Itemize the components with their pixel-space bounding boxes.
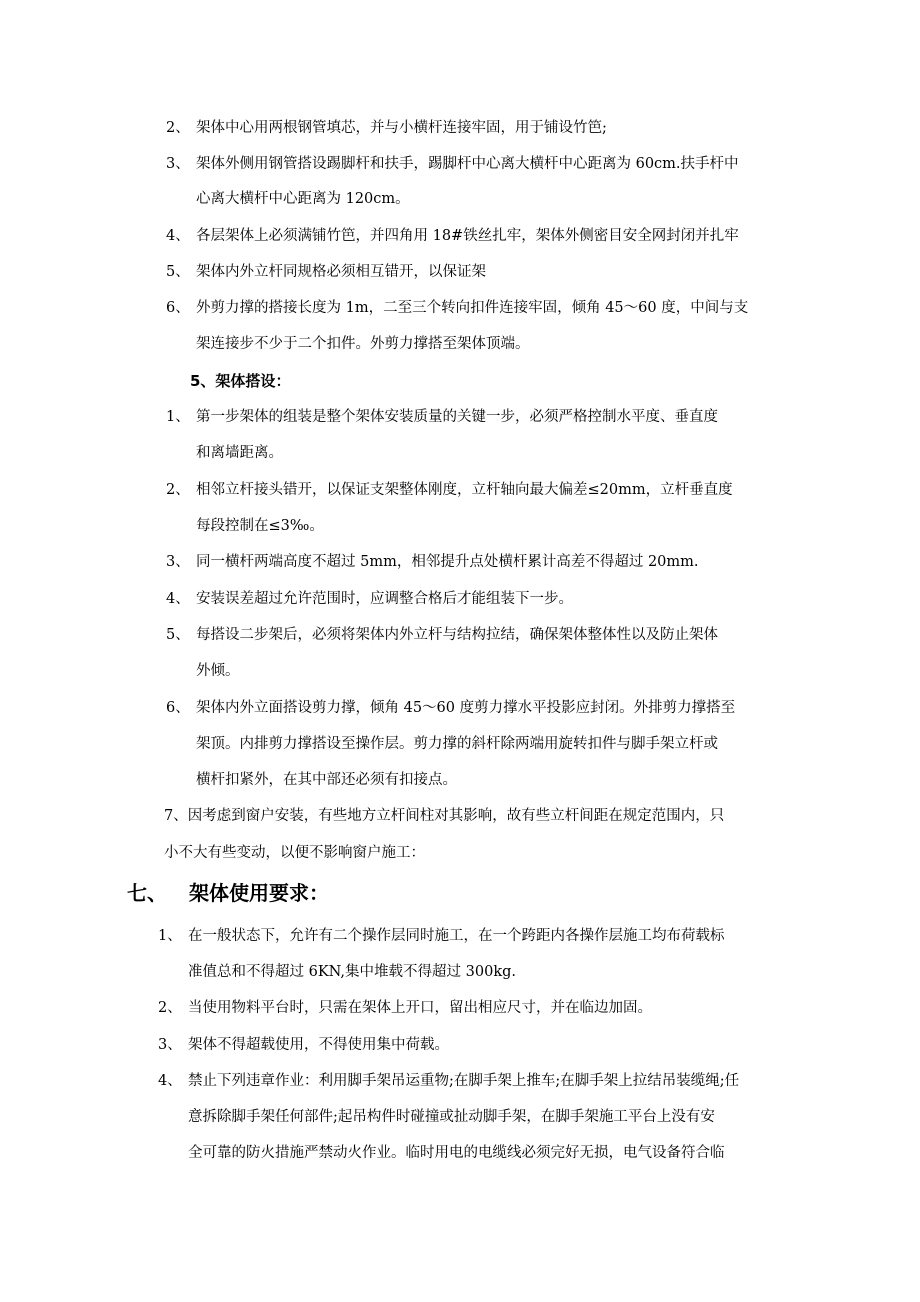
list-item-continuation	[196, 661, 240, 681]
list-item-text: 架体内外立杆同规格必须相互错开，以保证架	[196, 264, 486, 280]
list-item-text: 同一横杆两端高度不超过 5mm，相邻提升点处横杆累计高差不得超过 20mm.	[196, 554, 699, 570]
list-item-text: 禁止下列违章作业：利用脚手架吊运重物;在脚手架上推车;在脚手架上拉结吊装缆绳;任	[188, 1073, 740, 1089]
list-item-continuation	[188, 962, 516, 982]
list-item-number: 3、	[158, 1037, 182, 1053]
paragraph-text: 7、因考虑到窗户安装，有些地方立杆间柱对其影响，故有些立杆间距在规定范围内，只	[164, 808, 725, 824]
list-item-text: 心离大横杆中心距离为 120cm。	[196, 191, 410, 207]
list-item-text: 全可靠的防火措施严禁动火作业。临时用电的电缆线必须完好无损，电气设备符合临	[188, 1145, 725, 1161]
list-item-text: 外剪力撑的搭接长度为 1m，二至三个转向扣件连接牢固，倾角 45～60 度，中间与支	[196, 300, 749, 316]
list-item-text: 架连接步不少于二个扣件。外剪力撑搭至架体顶端。	[196, 336, 530, 352]
list-item-number: 1、	[158, 928, 182, 944]
list-item-number: 2、	[166, 482, 190, 498]
list-item-continuation	[196, 516, 324, 536]
list-item-number: 5、	[166, 264, 190, 280]
list-item-text: 和离墙距离。	[196, 445, 283, 461]
subsection-heading-text: 5、架体搭设：	[190, 372, 291, 390]
list-item-continuation	[188, 1143, 725, 1163]
list-item-number: 3、	[166, 554, 190, 570]
list-item-text: 第一步架体的组装是整个架体安装质量的关键一步，必须严格控制水平度、垂直度	[196, 409, 718, 425]
list-item-text: 架体内外立面搭设剪力撑，倾角 45～60 度剪力撑水平投影应封闭。外排剪力撑搭至	[196, 700, 736, 716]
list-item-number: 6、	[166, 300, 190, 316]
list-item-continuation	[196, 734, 718, 754]
list-item-continuation	[188, 1107, 715, 1127]
section-heading-text: 架体使用要求：	[189, 881, 329, 905]
list-item-number: 4、	[166, 228, 190, 244]
paragraph-line	[164, 806, 724, 826]
list-item-text: 在一般状态下，允许有二个操作层同时施工，在一个跨距内各操作层施工均布荷载标	[188, 928, 725, 944]
list-item-text: 架体中心用两根钢管填芯，并与小横杆连接牢固，用于铺设竹笆;	[196, 120, 607, 136]
list-item-number: 4、	[166, 591, 190, 607]
list-item-continuation	[196, 189, 410, 209]
list-item-continuation	[196, 770, 457, 790]
list-item-text: 外倾。	[196, 663, 240, 679]
list-item-text: 相邻立杆接头错开，以保证支架整体刚度，立杆轴向最大偏差≤20mm，立杆垂直度	[196, 482, 733, 498]
list-item-number: 4、	[158, 1073, 182, 1089]
list-item-number: 2、	[158, 1000, 182, 1016]
list-item-continuation	[196, 334, 530, 354]
paragraph-text: 小不大有些变动，以便不影响窗户施工：	[164, 845, 425, 861]
list-item-text: 架体外侧用钢管搭设踢脚杆和扶手，踢脚杆中心离大横杆中心距离为 60cm.扶手杆中	[196, 156, 739, 172]
subsection-heading	[190, 371, 290, 391]
list-item-text: 当使用物料平台时，只需在架体上开口，留出相应尺寸，并在临边加固。	[188, 1000, 652, 1016]
list-item-text: 架顶。内排剪力撑搭设至操作层。剪力撑的斜杆除两端用旋转扣件与脚手架立杆或	[196, 736, 718, 752]
list-item-text: 安装误差超过允许范围时，应调整合格后才能组装下一步。	[196, 591, 573, 607]
list-item-number: 5、	[166, 627, 190, 643]
list-item-number: 2、	[166, 120, 190, 136]
list-item-continuation	[196, 443, 283, 463]
list-item-text: 横杆扣紧外，在其中部还必须有扣接点。	[196, 772, 457, 788]
list-item-number: 6、	[166, 700, 190, 716]
list-item-text: 每段控制在≤3‰。	[196, 518, 324, 534]
list-item-text: 每搭设二步架后，必须将架体内外立杆与结构拉结，确保架体整体性以及防止架体	[196, 627, 718, 643]
list-item-text: 意拆除脚手架任何部件;起吊构件时碰撞或扯动脚手架，在脚手架施工平台上没有安	[188, 1109, 715, 1125]
paragraph-line	[164, 843, 425, 863]
list-item-text: 各层架体上必须满铺竹笆，并四角用 18#铁丝扎牢，架体外侧密目安全网封闭并扎牢	[196, 228, 739, 244]
list-item-number: 3、	[166, 156, 190, 172]
list-item-text: 准值总和不得超过 6KN,集中堆载不得超过 300kg.	[188, 964, 516, 980]
section-heading-number: 七、	[127, 881, 167, 905]
list-item-text: 架体不得超载使用，不得使用集中荷载。	[188, 1037, 449, 1053]
list-item-number: 1、	[166, 409, 190, 425]
